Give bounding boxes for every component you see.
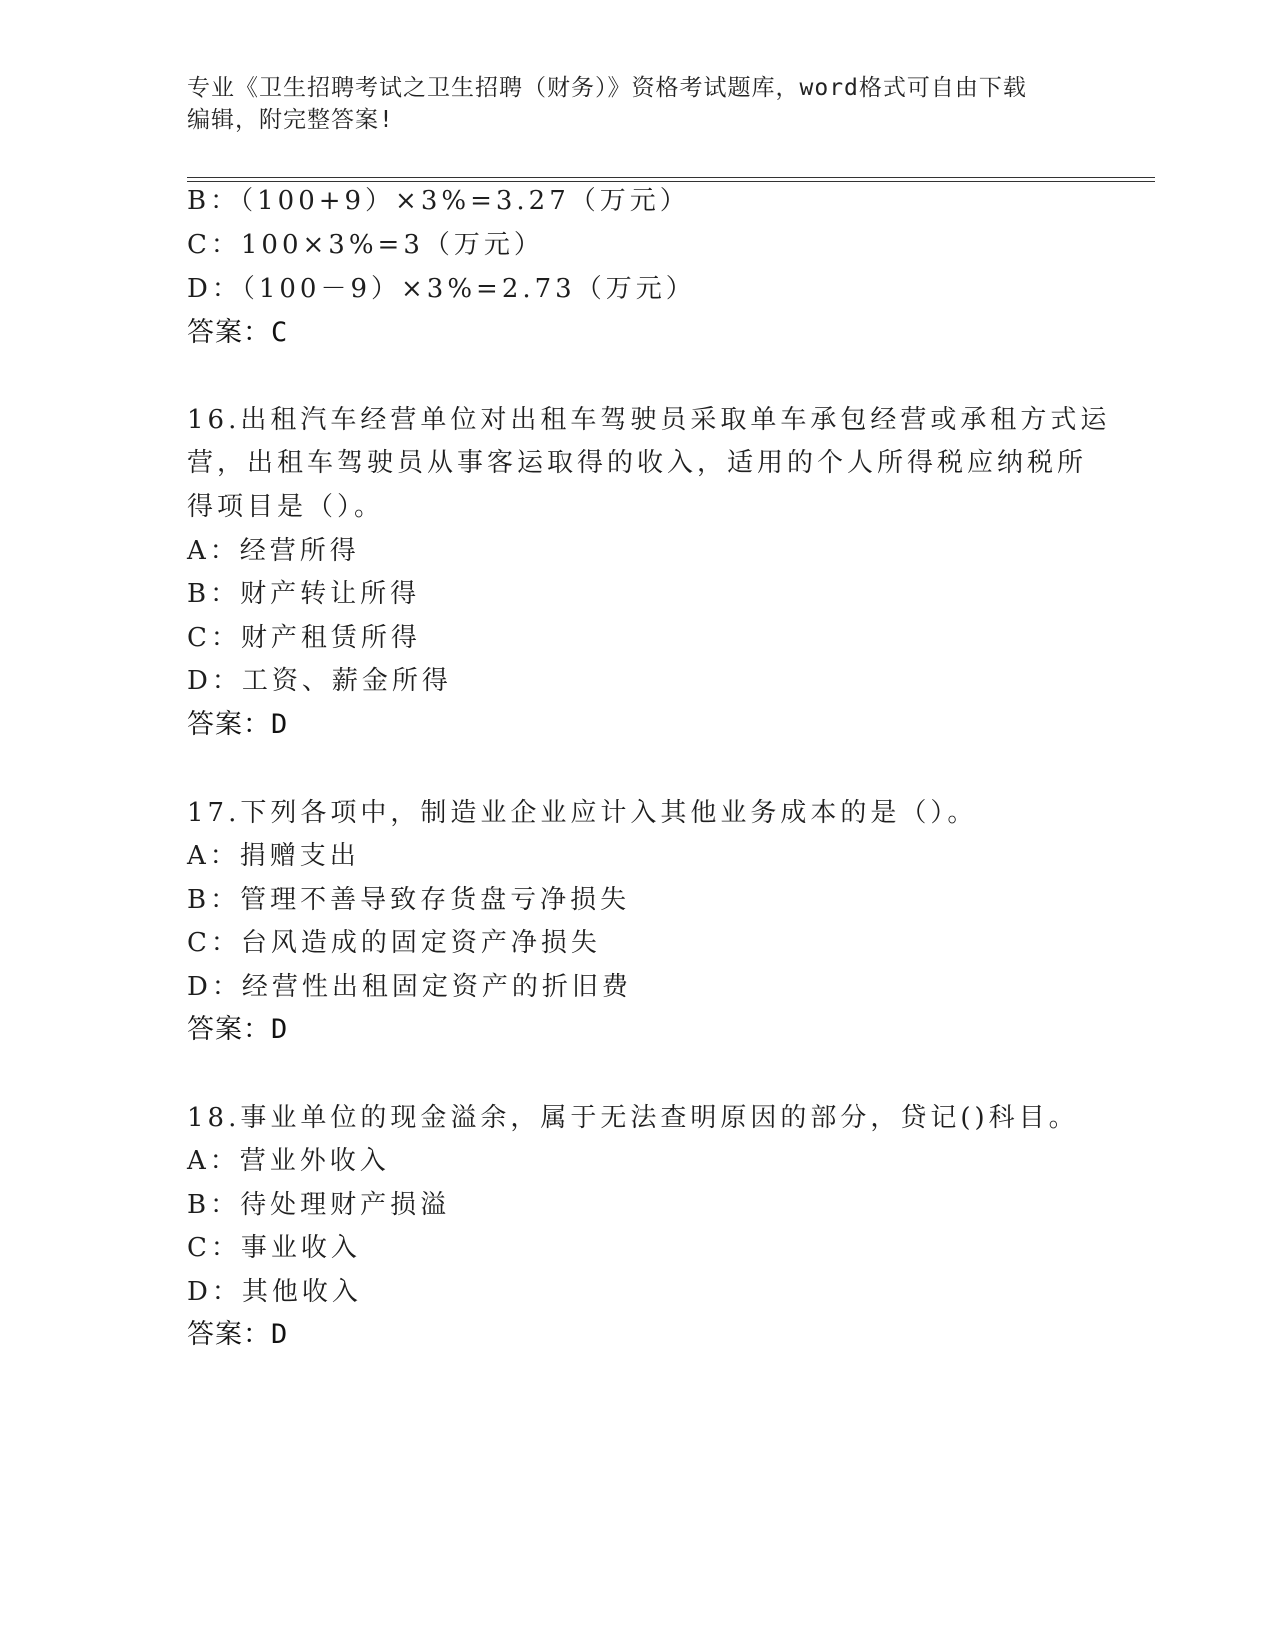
q16-option-b: B：财产转让所得 xyxy=(187,579,421,609)
q18-option-b: B：待处理财产损溢 xyxy=(187,1190,451,1220)
q15-option-b: B：（100+9）×3%=3.27（万元） xyxy=(187,186,690,216)
q17-stem: 17.下列各项中，制造业企业应计入其他业务成本的是（）。 xyxy=(187,798,978,828)
header-line-1: 专业《卫生招聘考试之卫生招聘（财务）》资格考试题库，word格式可自由下载 xyxy=(187,75,1027,101)
q17-option-b: B：管理不善导致存货盘亏净损失 xyxy=(187,885,631,915)
header-line-2: 编辑，附完整答案! xyxy=(187,107,394,133)
q18-stem: 18.事业单位的现金溢余，属于无法查明原因的部分，贷记()科目。 xyxy=(187,1103,1079,1133)
q18-answer: 答案：D xyxy=(187,1319,289,1350)
q17-option-a: A：捐赠支出 xyxy=(187,841,360,871)
q16-answer: 答案：D xyxy=(187,709,289,740)
q17-option-d: D：经营性出租固定资产的折旧费 xyxy=(187,972,632,1002)
q18-option-d: D：其他收入 xyxy=(187,1277,362,1307)
q15-option-c: C：100×3%=3（万元） xyxy=(187,230,544,260)
document-header xyxy=(187,72,1067,136)
q15-answer: 答案：C xyxy=(187,317,289,348)
q16-option-a: A：经营所得 xyxy=(187,536,360,566)
q16-stem-line-1: 16.出租汽车经营单位对出租车驾驶员采取单车承包经营或承租方式运 xyxy=(187,405,1111,435)
q18-option-a: A：营业外收入 xyxy=(187,1146,390,1176)
q16-option-c: C：财产租赁所得 xyxy=(187,623,421,653)
q17-option-c: C：台风造成的固定资产净损失 xyxy=(187,928,601,958)
q18-option-c: C：事业收入 xyxy=(187,1233,361,1263)
q16-stem-line-2: 营，出租车驾驶员从事客运取得的收入，适用的个人所得税应纳税所 xyxy=(187,448,1088,478)
q16-option-d: D：工资、薪金所得 xyxy=(187,666,452,696)
q17-answer: 答案：D xyxy=(187,1014,289,1045)
q16-stem-line-3: 得项目是（）。 xyxy=(187,492,385,522)
header-divider xyxy=(187,177,1155,182)
q15-option-d: D：（100－9）×3%=2.73（万元） xyxy=(187,274,696,304)
